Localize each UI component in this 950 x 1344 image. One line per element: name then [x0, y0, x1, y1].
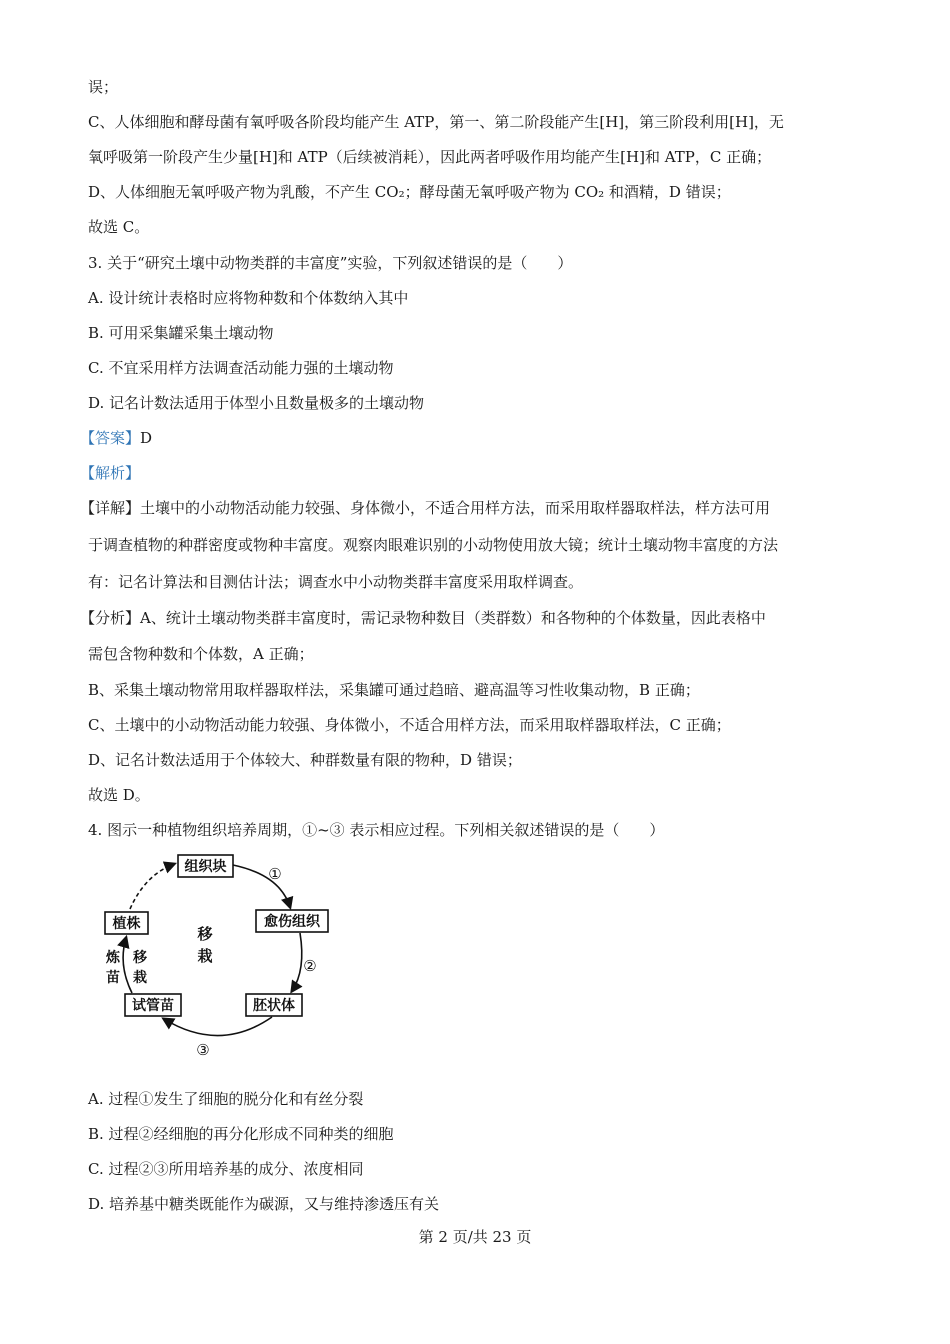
arrow-step2	[292, 933, 302, 991]
analysis-line: B、采集土壤动物常用取样器取样法，采集罐可通过趋暗、避高温等习性收集动物，B 正确；	[88, 681, 700, 699]
detail-text: 土壤中的小动物活动能力较强、身体微小，不适合用样方法，而采用取样器取样法，样方法可用	[140, 499, 771, 517]
text-line: 故选 C。	[88, 218, 150, 236]
page-footer: 第 2 页/共 23 页	[418, 1228, 532, 1246]
q4-option-a: A. 过程①发生了细胞的脱分化和有丝分裂	[88, 1090, 364, 1108]
arrow-step3	[164, 1017, 272, 1036]
center-transplant-2: 栽	[197, 947, 213, 965]
harden-1: 炼	[106, 950, 120, 966]
text-line: C、人体细胞和酵母菌有氧呼吸各阶段均能产生 ATP，第一、第二阶段能产生[H]，第三阶段利用[H]，无	[88, 113, 784, 131]
question-4-stem: 4. 图示一种植物组织培养周期，①~③ 表示相应过程。下列相关叙述错误的是（ ）	[88, 821, 665, 839]
transplant-1: 移	[133, 950, 147, 966]
label-tissue-block: 组织块	[184, 859, 227, 875]
analysis2-tag: 【分析】	[80, 609, 141, 627]
detail-tag: 【详解】	[80, 499, 141, 517]
arrow-transplant	[123, 938, 132, 993]
text-line: 氧呼吸第一阶段产生少量[H]和 ATP（后续被消耗），因此两者呼吸作用均能产生[H]和 ATP，C 正确；	[88, 148, 772, 166]
detail-line	[80, 498, 770, 518]
q3-option-c: C. 不宜采用样方法调查活动能力强的土壤动物	[88, 359, 394, 377]
label-plant: 植株	[112, 916, 141, 932]
q3-option-a: A. 设计统计表格时应将物种数和个体数纳入其中	[88, 289, 409, 307]
question-3-stem: 3. 关于“研究土壤中动物类群的丰富度”实验，下列叙述错误的是（ ）	[88, 254, 573, 272]
q3-answer	[80, 428, 152, 448]
harden-2: 苗	[106, 970, 120, 986]
q3-option-d: D. 记名计数法适用于体型小且数量极多的土壤动物	[88, 394, 425, 412]
analysis-line: C、土壤中的小动物活动能力较强、身体微小，不适合用样方法，而采用取样器取样法，C 正确；	[88, 716, 731, 734]
transplant-2: 栽	[133, 970, 147, 986]
label-test-tube-plantlet: 试管苗	[132, 998, 174, 1014]
q4-option-d: D. 培养基中糖类既能作为碳源，又与维持渗透压有关	[88, 1195, 440, 1213]
q3-option-b: B. 可用采集罐采集土壤动物	[88, 324, 274, 342]
label-callus: 愈伤组织	[264, 914, 320, 930]
analysis-line: 需包含物种数和个体数，A 正确；	[88, 645, 314, 663]
answer-tag: 【答案】	[80, 429, 141, 447]
step-1-label: ①	[268, 865, 282, 883]
tissue-culture-diagram	[90, 845, 350, 1065]
q4-option-c: C. 过程②③所用培养基的成分、浓度相同	[88, 1160, 364, 1178]
detail-line: 有：记名计算法和目测估计法；调查水中小动物类群丰富度采用取样调查。	[88, 573, 584, 591]
text-line: 误；	[88, 78, 119, 96]
q4-option-b: B. 过程②经细胞的再分化形成不同种类的细胞	[88, 1125, 394, 1143]
step-2-label: ②	[303, 957, 317, 975]
analysis-text: A、统计土壤动物类群丰富度时，需记录物种数目（类群数）和各物种的个体数量，因此表格中	[140, 609, 766, 627]
center-transplant-1: 移	[197, 925, 213, 943]
analysis-line: D、记名计数法适用于个体较大、种群数量有限的物种，D 错误；	[88, 751, 522, 769]
step-3-label: ③	[196, 1041, 210, 1059]
arrow-dashed	[130, 864, 174, 909]
answer-value: D	[140, 429, 153, 447]
analysis-line: 故选 D。	[88, 786, 150, 804]
analysis-tag: 【解析】	[80, 464, 141, 482]
detail-line: 于调查植物的种群密度或物种丰富度。观察肉眼难识别的小动物使用放大镜；统计土壤动物丰富度的方法	[88, 536, 779, 554]
label-embryoid: 胚状体	[253, 998, 295, 1014]
analysis-line	[80, 608, 766, 628]
text-line: D、人体细胞无氧呼吸产物为乳酸，不产生 CO₂；酵母菌无氧呼吸产物为 CO₂ 和酒精，D 错误；	[88, 183, 731, 201]
